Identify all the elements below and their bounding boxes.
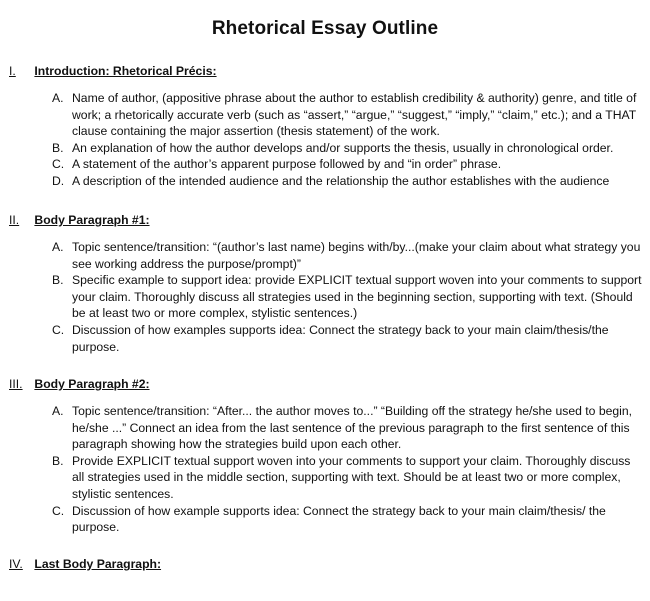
section-2-list xyxy=(52,239,642,355)
item-text: A statement of the author’s apparent purpose followed by and “in order” phrase. xyxy=(72,157,502,172)
document-title: Rhetorical Essay Outline xyxy=(211,18,439,39)
section-3-list xyxy=(52,403,642,536)
section-1-list xyxy=(52,90,642,190)
item-text: Name of author, (appositive phrase about the author to establish credibility & authority) genre, and title of work; a rhetorically accurate verb (such as “assert,” “argue,” “suggest,” “imply,” “claim,” etc.); and a THAT clause containing the major assertion (thesis statement) of the work. xyxy=(72,91,637,139)
section-title: Introduction: Rhetorical Précis: xyxy=(34,64,217,78)
item-text: Specific example to support idea: provide EXPLICIT textual support woven into your comments to support your claim. Thoroughly discuss all strategies used in the beginning section, supporting with text. (Should be at least two or more complex, stylistic sentences.) xyxy=(72,273,642,321)
item-text: Provide EXPLICIT textual support woven into your comments to support your claim. Thoroughly discuss all strategies used in the middle section, supporting with text. Should be at least two or more complex, stylistic sentences. xyxy=(72,453,631,501)
list-item xyxy=(52,453,642,503)
item-text: Discussion of how examples supports idea: Connect the strategy back to your main claim/thesis/the purpose. xyxy=(72,322,609,354)
section-heading-2 xyxy=(9,213,150,227)
list-item xyxy=(52,322,642,355)
section-heading-3 xyxy=(9,377,150,391)
item-marker: A. xyxy=(52,404,64,418)
list-item xyxy=(52,503,642,536)
item-marker: A. xyxy=(52,240,64,254)
item-marker: B. xyxy=(52,140,64,155)
list-item xyxy=(52,140,642,157)
item-marker: C. xyxy=(52,157,65,172)
section-numeral: III. xyxy=(9,377,23,391)
item-text: A description of the intended audience and the relationship the author establishes with the audience xyxy=(72,173,610,188)
list-item xyxy=(52,403,642,453)
list-item xyxy=(52,239,642,272)
item-marker: A. xyxy=(52,91,64,105)
list-item xyxy=(52,272,642,322)
section-title: Last Body Paragraph: xyxy=(34,557,162,571)
section-numeral: I. xyxy=(9,64,16,78)
item-text: An explanation of how the author develops and/or supports the thesis, usually in chronological order. xyxy=(72,140,614,155)
item-text: Discussion of how example supports idea: Connect the strategy back to your main claim/thesis/ the purpose. xyxy=(72,503,606,535)
item-marker: C. xyxy=(52,322,65,337)
section-numeral: IV. xyxy=(9,557,23,571)
section-heading-4 xyxy=(9,557,161,571)
section-title: Body Paragraph #1: xyxy=(34,213,150,227)
list-item xyxy=(52,173,642,190)
item-text: Topic sentence/transition: “(author’s last name) begins with/by...(make your claim about what strategy you see working address the purpose/prompt)” xyxy=(72,240,641,271)
item-marker: D. xyxy=(52,173,65,188)
section-heading-1 xyxy=(9,64,217,78)
list-item xyxy=(52,90,642,140)
item-marker: C. xyxy=(52,503,65,518)
item-text: Topic sentence/transition: “After... the author moves to...” “Building off the strategy he/she used to begin, he/she ...” Connect an idea from the last sentence of the previous paragraph to the first sentence of this paragraph showing how the strategies build upon each other. xyxy=(72,404,633,452)
list-item xyxy=(52,156,642,173)
item-marker: B. xyxy=(52,453,64,468)
section-title: Body Paragraph #2: xyxy=(34,377,150,391)
section-numeral: II. xyxy=(9,213,20,227)
item-marker: B. xyxy=(52,273,64,288)
